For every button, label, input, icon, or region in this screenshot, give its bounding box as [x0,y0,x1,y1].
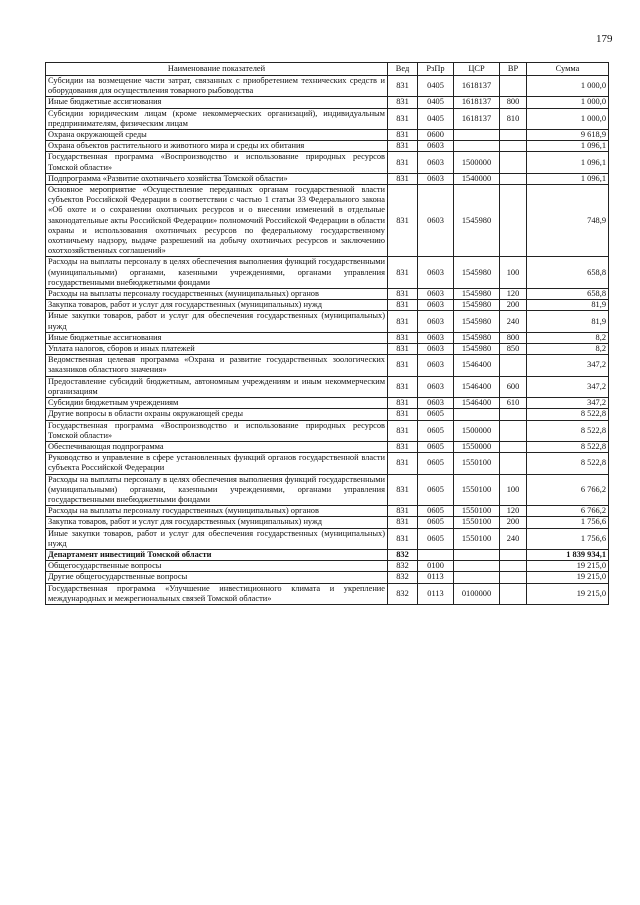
row-ved: 831 [388,355,418,376]
row-vr [500,355,527,376]
row-rzpr: 0603 [418,355,454,376]
row-rzpr: 0605 [418,420,454,441]
row-vr [500,453,527,474]
table-row [46,173,609,184]
row-vr [500,420,527,441]
row-vr: 120 [500,506,527,517]
row-ved: 831 [388,441,418,452]
table-row [46,257,609,289]
table-row [46,506,609,517]
row-rzpr: 0600 [418,130,454,141]
table-row [46,572,609,583]
row-rzpr: 0603 [418,344,454,355]
row-vr: 100 [500,474,527,506]
row-name: Ведомственная целевая программа «Охрана и развитие государственных зоологических заказников областного значения» [46,355,388,376]
row-vr: 120 [500,289,527,300]
row-csr: 1550100 [454,517,500,528]
table-row [46,355,609,376]
row-ved: 831 [388,376,418,397]
row-rzpr: 0605 [418,453,454,474]
table-row [46,311,609,332]
row-name: Субсидии бюджетным учреждениям [46,398,388,409]
row-sum: 1 096,1 [527,141,609,152]
row-ved: 831 [388,173,418,184]
row-csr [454,572,500,583]
table-row [46,97,609,108]
table-row [46,528,609,549]
row-name: Предоставление субсидий бюджетным, автономным учреждениям и иным некоммерческим организациям [46,376,388,397]
row-rzpr: 0405 [418,108,454,129]
row-vr [500,561,527,572]
row-sum: 347,2 [527,376,609,397]
row-csr [454,549,500,560]
row-sum: 19 215,0 [527,583,609,604]
table-row [46,420,609,441]
row-name: Уплата налогов, сборов и иных платежей [46,344,388,355]
row-csr: 1550100 [454,474,500,506]
row-name: Обеспечивающая подпрограмма [46,441,388,452]
row-name: Другие общегосударственные вопросы [46,572,388,583]
row-vr [500,409,527,420]
row-csr: 1546400 [454,398,500,409]
row-rzpr: 0113 [418,583,454,604]
row-ved: 831 [388,141,418,152]
table-row [46,409,609,420]
header-vr: ВР [500,63,527,76]
row-name: Государственная программа «Воспроизводство и использование природных ресурсов Томской области» [46,152,388,173]
row-name: Охрана окружающей среды [46,130,388,141]
row-rzpr: 0603 [418,332,454,343]
row-csr: 1540000 [454,173,500,184]
row-sum: 347,2 [527,398,609,409]
row-sum: 81,9 [527,300,609,311]
row-name: Руководство и управление в сфере установленных функций органов государственной власти субъекта Российской Федерации [46,453,388,474]
row-sum: 9 618,9 [527,130,609,141]
row-csr: 1545980 [454,300,500,311]
row-rzpr: 0405 [418,76,454,97]
row-csr: 0100000 [454,583,500,604]
row-name: Расходы на выплаты персоналу в целях обеспечения выполнения функций государственными (муниципальными) органами, казенными учреждениями, органами управления государственными внебюджетными фондами [46,474,388,506]
row-vr: 200 [500,517,527,528]
row-vr: 800 [500,332,527,343]
row-ved: 831 [388,528,418,549]
row-vr [500,130,527,141]
row-sum: 6 766,2 [527,474,609,506]
row-rzpr: 0605 [418,441,454,452]
row-name: Другие вопросы в области охраны окружающей среды [46,409,388,420]
row-name: Основное мероприятие «Осуществление переданных органам государственной власти субъектов Российской Федерации в соответствии с частью 1 статьи 33 Федерального закона «Об охоте и о сохранении охотничьих ресурсов и о внесении изменений в отдельные законодательные акты Российской Федерации» полномочий Российской Федерации в области охраны и использования охотничьих ресурсов по федеральному государственному охотничьему надзору, выдаче разрешений на добычу охотничьих ресурсов и заключению охотхозяйственных соглашений» [46,185,388,257]
row-rzpr: 0603 [418,173,454,184]
row-name: Охрана объектов растительного и животного мира и среды их обитания [46,141,388,152]
row-ved: 832 [388,572,418,583]
row-vr [500,549,527,560]
row-name: Закупка товаров, работ и услуг для государственных (муниципальных) нужд [46,300,388,311]
row-rzpr: 0605 [418,506,454,517]
row-name: Государственная программа «Воспроизводство и использование природных ресурсов Томской области» [46,420,388,441]
row-vr: 610 [500,398,527,409]
row-ved: 831 [388,300,418,311]
table-row [46,453,609,474]
row-vr [500,76,527,97]
row-rzpr: 0100 [418,561,454,572]
row-sum: 1 756,6 [527,528,609,549]
row-rzpr: 0603 [418,300,454,311]
row-vr [500,583,527,604]
row-sum: 8 522,8 [527,409,609,420]
row-sum: 658,8 [527,257,609,289]
header-ved: Вед [388,63,418,76]
row-rzpr: 0605 [418,474,454,506]
row-rzpr: 0603 [418,311,454,332]
row-csr: 1550000 [454,441,500,452]
row-sum: 748,9 [527,185,609,257]
row-sum: 8 522,8 [527,441,609,452]
row-rzpr: 0605 [418,528,454,549]
row-ved: 832 [388,583,418,604]
row-ved: 831 [388,398,418,409]
row-name: Подпрограмма «Развитие охотничьего хозяйства Томской области» [46,173,388,184]
row-rzpr: 0603 [418,185,454,257]
row-csr [454,561,500,572]
row-ved: 831 [388,76,418,97]
row-vr: 800 [500,97,527,108]
row-name: Общегосударственные вопросы [46,561,388,572]
row-rzpr: 0113 [418,572,454,583]
row-sum: 1 000,0 [527,108,609,129]
table-row [46,141,609,152]
row-sum: 1 756,6 [527,517,609,528]
row-vr: 100 [500,257,527,289]
table-row [46,300,609,311]
row-ved: 831 [388,108,418,129]
header-sum: Сумма [527,63,609,76]
row-name: Закупка товаров, работ и услуг для государственных (муниципальных) нужд [46,517,388,528]
row-name: Государственная программа «Улучшение инвестиционного климата и укрепление международных и межрегиональных связей Томской области» [46,583,388,604]
row-sum: 8,2 [527,344,609,355]
row-rzpr [418,549,454,560]
row-ved: 831 [388,289,418,300]
row-sum: 1 096,1 [527,173,609,184]
row-sum: 658,8 [527,289,609,300]
row-sum: 6 766,2 [527,506,609,517]
row-ved: 831 [388,409,418,420]
row-csr: 1550100 [454,453,500,474]
row-rzpr: 0603 [418,141,454,152]
row-ved: 831 [388,130,418,141]
row-csr: 1500000 [454,420,500,441]
row-name: Расходы на выплаты персоналу государственных (муниципальных) органов [46,289,388,300]
row-csr: 1618137 [454,76,500,97]
table-row [46,344,609,355]
header-rzpr: РзПр [418,63,454,76]
row-csr: 1618137 [454,108,500,129]
row-name: Иные бюджетные ассигнования [46,332,388,343]
row-csr: 1545980 [454,311,500,332]
table-row [46,289,609,300]
row-sum: 1 839 934,1 [527,549,609,560]
row-sum: 81,9 [527,311,609,332]
row-name: Расходы на выплаты персоналу государственных (муниципальных) органов [46,506,388,517]
row-ved: 831 [388,517,418,528]
table-row [46,441,609,452]
table-row [46,549,609,560]
row-vr [500,141,527,152]
row-ved: 832 [388,561,418,572]
row-rzpr: 0603 [418,289,454,300]
row-csr: 1545980 [454,185,500,257]
row-ved: 831 [388,453,418,474]
table-row [46,583,609,604]
table-row [46,332,609,343]
table-row [46,561,609,572]
row-csr [454,130,500,141]
row-ved: 831 [388,332,418,343]
row-csr: 1545980 [454,344,500,355]
row-csr: 1545980 [454,289,500,300]
row-ved: 831 [388,185,418,257]
row-rzpr: 0605 [418,517,454,528]
row-sum: 347,2 [527,355,609,376]
table-row [46,398,609,409]
table-row [46,76,609,97]
table-row [46,108,609,129]
row-ved: 831 [388,474,418,506]
row-sum: 1 000,0 [527,97,609,108]
row-rzpr: 0603 [418,376,454,397]
budget-table [45,62,609,605]
header-row [46,63,609,76]
table-row [46,517,609,528]
row-rzpr: 0603 [418,398,454,409]
row-csr: 1550100 [454,506,500,517]
row-vr: 240 [500,528,527,549]
table-row [46,474,609,506]
table-body [46,76,609,605]
row-sum: 19 215,0 [527,561,609,572]
row-rzpr: 0605 [418,409,454,420]
row-name: Субсидии на возмещение части затрат, связанных с приобретением технических средств и оборудования для осуществления товарного рыбоводства [46,76,388,97]
row-csr: 1550100 [454,528,500,549]
row-csr [454,409,500,420]
row-csr [454,141,500,152]
row-ved: 831 [388,257,418,289]
row-name: Расходы на выплаты персоналу в целях обеспечения выполнения функций государственными (муниципальными) органами, казенными учреждениями, органами управления государственными внебюджетными фондами [46,257,388,289]
row-ved: 831 [388,344,418,355]
row-name: Иные бюджетные ассигнования [46,97,388,108]
row-sum: 8 522,8 [527,453,609,474]
row-ved: 831 [388,311,418,332]
row-vr: 850 [500,344,527,355]
row-rzpr: 0603 [418,152,454,173]
row-ved: 831 [388,97,418,108]
row-name: Департамент инвестиций Томской области [46,549,388,560]
row-vr: 600 [500,376,527,397]
row-vr: 200 [500,300,527,311]
row-csr: 1545980 [454,257,500,289]
row-csr: 1545980 [454,332,500,343]
row-csr: 1500000 [454,152,500,173]
row-vr [500,152,527,173]
row-csr: 1618137 [454,97,500,108]
row-sum: 8 522,8 [527,420,609,441]
row-vr: 240 [500,311,527,332]
table-row [46,152,609,173]
row-sum: 1 096,1 [527,152,609,173]
row-csr: 1546400 [454,376,500,397]
row-vr [500,572,527,583]
row-ved: 832 [388,549,418,560]
row-rzpr: 0603 [418,257,454,289]
row-vr [500,441,527,452]
header-csr: ЦСР [454,63,500,76]
row-vr: 810 [500,108,527,129]
row-ved: 831 [388,506,418,517]
table-row [46,130,609,141]
header-name: Наименование показателей [46,63,388,76]
row-vr [500,185,527,257]
row-sum: 1 000,0 [527,76,609,97]
row-sum: 19 215,0 [527,572,609,583]
page-number: 179 [596,33,613,45]
row-vr [500,173,527,184]
table-row [46,185,609,257]
row-ved: 831 [388,420,418,441]
row-name: Субсидии юридическим лицам (кроме некоммерческих организаций), индивидуальным предпринимателям, физическим лицам [46,108,388,129]
row-ved: 831 [388,152,418,173]
row-csr: 1546400 [454,355,500,376]
row-rzpr: 0405 [418,97,454,108]
table-row [46,376,609,397]
row-sum: 8,2 [527,332,609,343]
row-name: Иные закупки товаров, работ и услуг для обеспечения государственных (муниципальных) нужд [46,311,388,332]
row-name: Иные закупки товаров, работ и услуг для обеспечения государственных (муниципальных) нужд [46,528,388,549]
